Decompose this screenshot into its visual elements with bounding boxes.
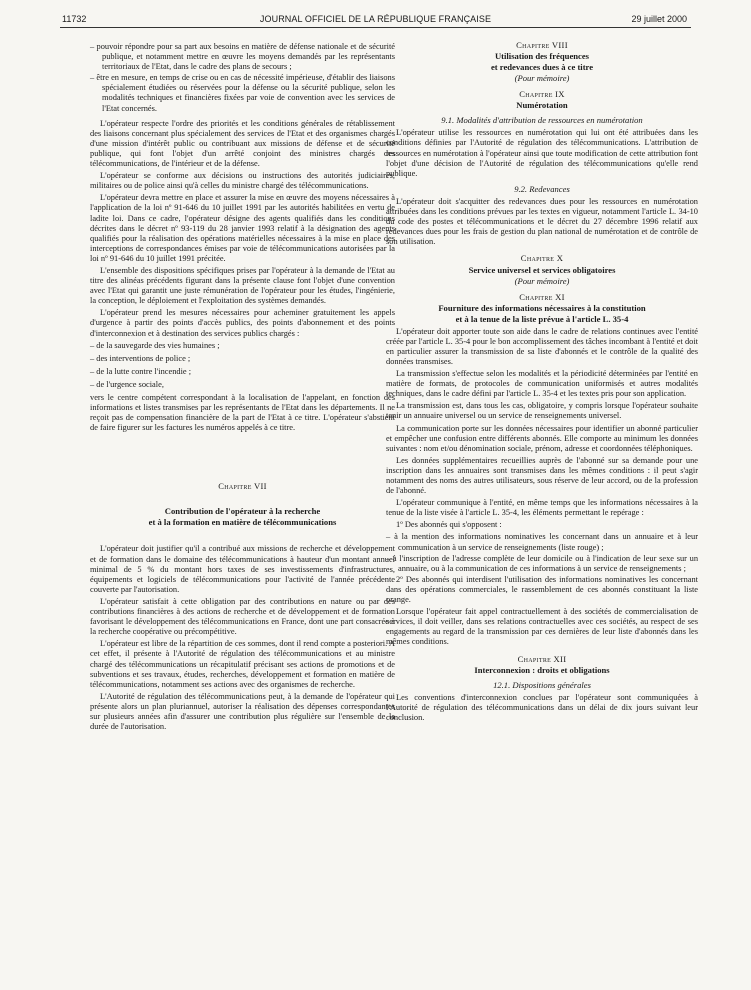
paragraph: L'opérateur satisfait à cette obligation par des contributions en nature ou par des contributions financières à des actions de recherche et de développement et de formation favorisant le développement des télécommunications en France, dont une part consacrée à la recherche coopérative ou précompétitive. [90,596,395,637]
chapter-title: Fourniture des informations nécessaires à la constitution [438,302,646,313]
chapter-subtitle: (Pour mémoire) [514,73,570,84]
chapter-label: Chapitre XII [517,653,567,664]
paragraph: L'opérateur doit apporter toute son aide dans le cadre de relations continues avec l'entité créée par l'article L. 35-4 pour le bon accomplissement des tâches incombant à l'entité et doit en particulier assurer la transmission de sa liste d'abonnés et le contrôle de la qualité des données transmises. [386,326,698,366]
page-number: 11732 [62,14,87,24]
chapter-title: Utilisation des fréquences [494,51,590,62]
chapter-label: Chapitre XI [519,291,565,302]
chapter-label: Chapitre IX [519,89,565,100]
chapter-title: et à la tenue de la liste prévue à l'article L. 35-4 [455,313,629,324]
chapter-label: Chapitre X [520,253,564,264]
chapter-subtitle: (Pour mémoire) [514,275,570,286]
paragraph: L'opérateur devra mettre en place et assurer la mise en œuvre des moyens nécessaires à l'application de la loi nº 91-646 du 10 juillet 1991 par les autorités habilitées en vertu de ladite loi. Dans ce cadre, l'opérateur désigne des agents qualifiés dans les conditions décrites dans le décret nº 93-119 du 28 janvier 1993 relatif à la désignation des agents qualifiés pour la réalisation des opérations matérielles nécessaires à la mise en place des interceptions de correspondances émises par voie de télécommunications autorisées par la loi nº 91-646 du 10 juillet 1991 précitée. [90,193,395,263]
paragraph: L'opérateur se conforme aux décisions ou instructions des autorités judiciaires, militaires ou de police ainsi qu'à celles du ministre chargé des télécommunications. [90,171,395,191]
section-heading: 9.2. Redevances [514,183,570,194]
paragraph: 1º Des abonnés qui s'opposent : [396,520,502,530]
journal-title: JOURNAL OFFICIEL DE LA RÉPUBLIQUE FRANÇAISE [259,14,492,24]
paragraph: L'opérateur prend les mesures nécessaires pour acheminer gratuitement les appels d'urgence à partir des points d'accès publics, des points d'abonnement et des points d'interconnexion et à destination des services publics chargés : [90,308,395,338]
paragraph: Les données supplémentaires recueillies auprès de l'abonné sur sa demande pour une inscription dans les annuaires sont transmises dans les mêmes conditions : il peut s'agir notamment des noms des autres utilisateurs, sous réserve de leur accord, ou de la profession de l'abonné. [386,455,698,496]
list-item: – de la lutte contre l'incendie ; [90,367,395,377]
list-item: – de l'urgence sociale, [90,380,395,390]
list-item: – à l'inscription de l'adresse complète de leur domicile ou à l'indication de leur sexe sur un annuaire, ou à la communication de ces informations à un service de renseignements ; [386,554,698,574]
chapter-title: Interconnexion : droits et obligations [474,664,610,675]
chapter-title: Numérotation [516,100,568,111]
paragraph: Lorsque l'opérateur fait appel contractuellement à des sociétés de commercialisation de services, il doit veiller, dans ses relations contractuelles avec ces sociétés, au respect de ses engagements au regard de la transmission par ces dernières de leur liste d'abonnés dans les mêmes conditions. [386,607,698,647]
chapter-title: et à la formation en matière de télécommunications [148,517,337,528]
chapter-title: et redevances dues à ce titre [490,62,594,73]
paragraph: vers le centre compétent correspondant à la localisation de l'appelant, en fonction des informations et listes transmises par les représentants de l'Etat dans les départements. Il ne reçoit pas de compensation financière de la part de l'Etat à ce titre. L'opérateur s'abstient de faire figurer sur les factures les numéros appelés à ce titre. [90,393,395,433]
paragraph: L'opérateur utilise les ressources en numérotation qui lui ont été attribuées dans les conditions définies par l'Autorité de régulation des télécommunications. L'attribution de ressources en numérotation à l'opérateur ainsi que toute modification de cette attribution font l'objet d'une décision de l'Autorité de régulation des télécommunications qu'elle rend publique. [386,128,698,178]
list-item: – à la mention des informations nominatives les concernant dans un annuaire et à leur communication à un service de renseignements (liste rouge) ; [386,532,698,552]
paragraph: L'opérateur communique à l'entité, en même temps que les informations nécessaires à la tenue de la liste visée à l'article L. 35-4, les éléments permettant le repérage : [386,498,698,518]
paragraph: L'ensemble des dispositions spécifiques prises par l'opérateur à la demande de l'Etat au titre des alinéas précédents figurant dans la présente clause font l'objet d'une convention avec l'Etat qui garantit une juste rémunération de l'opérateur pour les études, l'ingénierie, la conception, le déploiement et l'exploitation des systèmes demandés. [90,265,395,306]
chapter-label: Chapitre VIII [516,40,568,50]
paragraph: – pouvoir répondre pour sa part aux besoins en matière de défense nationale et de sécurité publique, et notamment mettre en œuvre les moyens demandés par les représentants territoriaux de l'Etat, dans le cadre des plans de secours ; [90,42,395,72]
paragraph: Les conventions d'interconnexion conclues par l'opérateur sont communiquées à l'Autorité de régulation des télécommunications dans un délai de dix jours suivant leur conclusion. [386,692,698,722]
paragraph: L'opérateur doit justifier qu'il a contribué aux missions de recherche et développement et de formation dans le domaine des télécommunications à hauteur d'un montant annuel minimal de 5 % du montant hors taxes de ses investissements d'infrastructures, équipements et logiciels de télécommunications pour l'activité de l'année précédente couverte par l'autorisation. [90,544,395,594]
paragraph: La transmission est, dans tous les cas, obligatoire, y compris lorsque l'opérateur souhaite tenir un annuaire universel ou un service de renseignements universel. [386,401,698,421]
paragraph: La transmission s'effectue selon les modalités et la périodicité déterminées par l'entité en matière de formats, de protocoles de communication uniformisés et autres modalités techniques, dans le cadre défini par l'article L. 35-4 et les textes pris pour son application. [386,369,698,399]
chapter-title: Contribution de l'opérateur à la recherche [164,506,321,517]
left-column [90,42,395,734]
chapter-title: Service universel et services obligatoires [468,264,616,275]
paragraph: L'opérateur respecte l'ordre des priorités et les conditions générales de rétablissement des liaisons concernant plus spécialement des services de l'Etat et des organismes chargés d'une mission d'intérêt public ou contribuant aux missions de défense et de sécurité publique, qui font l'objet d'un arrêté conjoint des ministres chargés des télécommunications, de l'intérieur et de la défense. [90,118,395,169]
header-rule [60,27,691,28]
issue-date: 29 juillet 2000 [631,14,687,24]
paragraph: L'opérateur doit s'acquitter des redevances dues pour les ressources en numérotation attribuées dans les conditions prévues par les textes en vigueur, notamment l'article L. 34-10 du code des postes et télécommunications et le décret du 27 décembre 1996 relatif aux redevances dues pour les frais de gestion du plan national de numérotation et de contrôle de son utilisation. [386,196,698,247]
section-heading: 12.1. Dispositions générales [493,679,591,690]
paragraph: L'Autorité de régulation des télécommunications peut, à la demande de l'opérateur qui présente alors un plan pluriannuel, autoriser la réalisation des dépenses correspondantes sur plusieurs années afin d'assurer une contribution plus régulière sur l'ensemble de la durée de l'autorisation. [90,691,395,732]
chapter-label: Chapitre VII [218,481,267,492]
list-item: – des interventions de police ; [90,354,395,364]
right-column [386,34,698,725]
list-item: – de la sauvegarde des vies humaines ; [90,341,395,351]
paragraph: – être en mesure, en temps de crise ou en cas de nécessité impérieuse, d'établir des liaisons spécialement étudiées ou réservées pour la défense ou la sécurité publique, selon les modalités techniques et financières fixées par voie de convention avec les services de l'Etat concernés. [90,73,395,113]
paragraph: L'opérateur est libre de la répartition de ces sommes, dont il rend compte a posteriori. A cet effet, il présente à l'Autorité de régulation des télécommunications et au ministre chargé des télécommunications un récapitulatif précisant ses actions de promotions et de subventions et ses travaux, études, recherches, développement et formation en matière de télécommunications, notamment ses actions avec des organismes de recherche. [90,639,395,689]
paragraph: La communication porte sur les données nécessaires pour identifier un abonné particulier et empêcher une confusion entre différents abonnés. Elle comporte au minimum les données suivantes : nom et/ou dénomination sociale, prénom, adresse et coordonnées téléphoniques. [386,423,698,453]
paragraph: 2º Des abonnés qui interdisent l'utilisation des informations nominatives les concernant dans des opérations commerciales, le rassemblement de ces abonnés constituant la liste orange. [386,574,698,605]
section-heading: 9.1. Modalités d'attribution de ressources en numérotation [441,115,643,126]
